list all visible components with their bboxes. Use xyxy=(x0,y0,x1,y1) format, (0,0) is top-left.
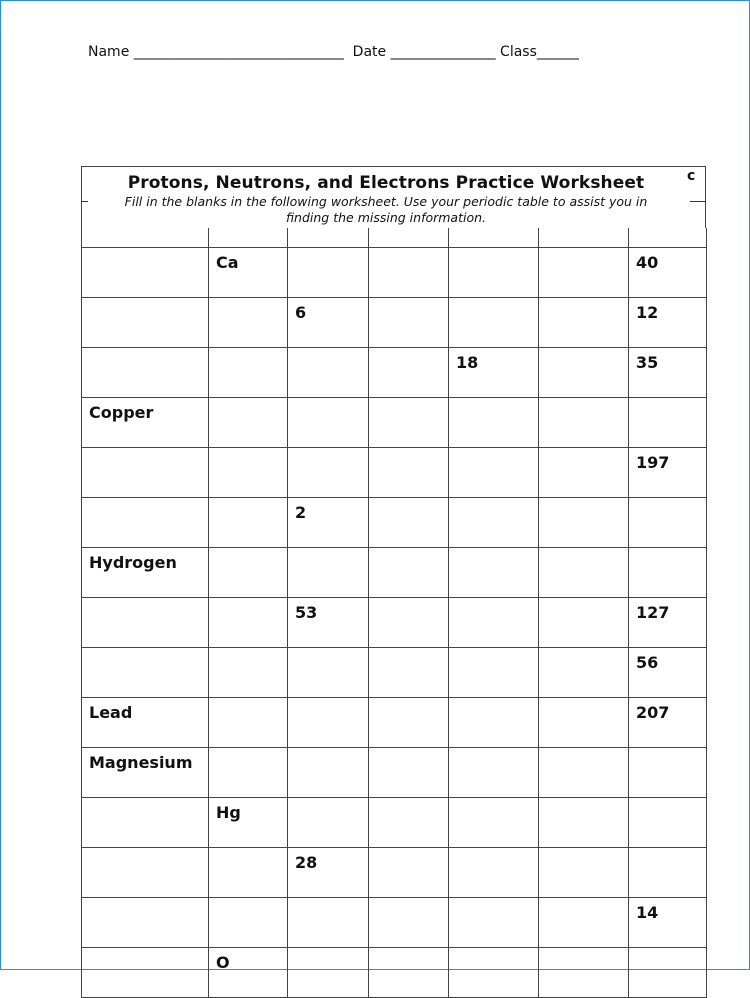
table-cell xyxy=(449,648,539,698)
table-cell xyxy=(369,648,449,698)
table-cell xyxy=(82,298,209,348)
table-row xyxy=(82,948,707,998)
table-cell xyxy=(449,398,539,448)
table-cell xyxy=(369,848,449,898)
table-cell xyxy=(369,698,449,748)
table-cell xyxy=(369,748,449,798)
table-cell: Lead xyxy=(82,698,209,748)
table-cell: 28 xyxy=(288,848,369,898)
table-cell xyxy=(288,948,369,998)
table-cell xyxy=(288,248,369,298)
table-cell xyxy=(539,798,629,848)
table-cell xyxy=(539,348,629,398)
table-cell xyxy=(539,398,629,448)
table-cell xyxy=(539,498,629,548)
table-cell xyxy=(369,598,449,648)
table-cell: 207 xyxy=(629,698,707,748)
table-cell xyxy=(209,398,288,448)
table-cell xyxy=(209,348,288,398)
table-cell xyxy=(369,448,449,498)
table-cell xyxy=(539,748,629,798)
table-cell xyxy=(288,798,369,848)
table-cell xyxy=(82,348,209,398)
element-table xyxy=(81,228,707,998)
table-header-row xyxy=(82,228,707,248)
table-row xyxy=(82,798,707,848)
worksheet-instructions: Fill in the blanks in the following worksheet. Use your periodic table to assist you in finding the missing information. xyxy=(124,194,648,225)
table-cell: 53 xyxy=(288,598,369,648)
table-cell xyxy=(449,898,539,948)
table-cell xyxy=(369,498,449,548)
table-cell xyxy=(629,848,707,898)
table-cell xyxy=(209,848,288,898)
table-cell xyxy=(82,648,209,698)
table-row xyxy=(82,348,707,398)
table-row xyxy=(82,498,707,548)
header-rule-left xyxy=(81,201,88,202)
table-cell: 6 xyxy=(288,298,369,348)
table-cell xyxy=(369,348,449,398)
table-cell xyxy=(449,498,539,548)
table-cell xyxy=(82,898,209,948)
table-cell xyxy=(82,798,209,848)
table-cell xyxy=(369,298,449,348)
table-cell xyxy=(629,398,707,448)
table-cell xyxy=(449,748,539,798)
table-row xyxy=(82,248,707,298)
date-field-label: Date _______________ xyxy=(352,44,496,60)
table-cell xyxy=(82,598,209,648)
table-cell xyxy=(288,698,369,748)
table-cell: 40 xyxy=(629,248,707,298)
table-cell xyxy=(629,948,707,998)
table-cell: 35 xyxy=(629,348,707,398)
table-cell xyxy=(539,648,629,698)
table-cell xyxy=(629,498,707,548)
table-cell xyxy=(82,848,209,898)
header-cell xyxy=(288,228,369,248)
table-cell xyxy=(539,298,629,348)
header-cell xyxy=(539,228,629,248)
table-cell xyxy=(449,598,539,648)
table-cell xyxy=(629,748,707,798)
table-cell xyxy=(539,248,629,298)
table-cell: 2 xyxy=(288,498,369,548)
table-cell xyxy=(369,798,449,848)
table-cell xyxy=(288,648,369,698)
table-cell xyxy=(288,448,369,498)
table-row xyxy=(82,848,707,898)
table-row xyxy=(82,698,707,748)
table-cell xyxy=(449,948,539,998)
table-cell: Ca xyxy=(209,248,288,298)
table-cell xyxy=(288,898,369,948)
table-cell xyxy=(209,298,288,348)
header-cell xyxy=(629,228,707,248)
table-row xyxy=(82,398,707,448)
table-cell xyxy=(209,698,288,748)
table-cell xyxy=(539,448,629,498)
table-cell xyxy=(82,448,209,498)
student-info-line xyxy=(88,44,579,60)
table-cell xyxy=(209,648,288,698)
table-cell xyxy=(629,548,707,598)
class-field-label: Class______ xyxy=(500,44,579,60)
table-cell xyxy=(369,898,449,948)
table-cell: Copper xyxy=(82,398,209,448)
table-cell xyxy=(288,748,369,798)
table-left-border xyxy=(81,166,82,228)
table-cell xyxy=(539,948,629,998)
table-cell xyxy=(288,398,369,448)
table-cell xyxy=(629,798,707,848)
table-row xyxy=(82,748,707,798)
table-right-border xyxy=(705,166,706,228)
table-row xyxy=(82,598,707,648)
table-row xyxy=(82,448,707,498)
table-cell xyxy=(209,448,288,498)
header-rule-right xyxy=(690,201,706,202)
table-cell xyxy=(539,848,629,898)
table-cell xyxy=(449,798,539,848)
table-cell xyxy=(82,248,209,298)
table-cell xyxy=(369,948,449,998)
table-cell xyxy=(288,548,369,598)
table-row xyxy=(82,298,707,348)
header-cell xyxy=(82,228,209,248)
table-row xyxy=(82,648,707,698)
table-cell xyxy=(449,698,539,748)
stray-mark: c xyxy=(687,168,696,184)
header-cell xyxy=(369,228,449,248)
table-cell xyxy=(449,448,539,498)
table-cell xyxy=(369,248,449,298)
table-cell: Hydrogen xyxy=(82,548,209,598)
table-cell: 18 xyxy=(449,348,539,398)
table-cell: Hg xyxy=(209,798,288,848)
table-cell xyxy=(539,898,629,948)
table-row xyxy=(82,548,707,598)
table-cell xyxy=(539,548,629,598)
table-top-border xyxy=(81,166,706,167)
table-row xyxy=(82,898,707,948)
table-cell xyxy=(209,598,288,648)
table-cell xyxy=(539,598,629,648)
header-cell xyxy=(209,228,288,248)
table-cell xyxy=(369,548,449,598)
table-cell: 12 xyxy=(629,298,707,348)
table-cell xyxy=(539,698,629,748)
header-cell xyxy=(449,228,539,248)
worksheet-header xyxy=(86,168,686,228)
name-field-label: Name ______________________________ xyxy=(88,44,344,60)
table-cell xyxy=(369,398,449,448)
table-cell xyxy=(209,498,288,548)
table-cell xyxy=(209,748,288,798)
table-cell xyxy=(449,548,539,598)
table-cell: 56 xyxy=(629,648,707,698)
table-cell: Magnesium xyxy=(82,748,209,798)
table-cell: O xyxy=(209,948,288,998)
table-cell xyxy=(449,848,539,898)
table-cell xyxy=(209,898,288,948)
worksheet-title: Protons, Neutrons, and Electrons Practice Worksheet xyxy=(127,173,645,193)
table-cell: 197 xyxy=(629,448,707,498)
table-cell: 14 xyxy=(629,898,707,948)
table-cell xyxy=(209,548,288,598)
table-cell xyxy=(288,348,369,398)
table-cell xyxy=(82,498,209,548)
table-cell: 127 xyxy=(629,598,707,648)
table-cell xyxy=(449,298,539,348)
table-cell xyxy=(449,248,539,298)
table-cell xyxy=(82,948,209,998)
